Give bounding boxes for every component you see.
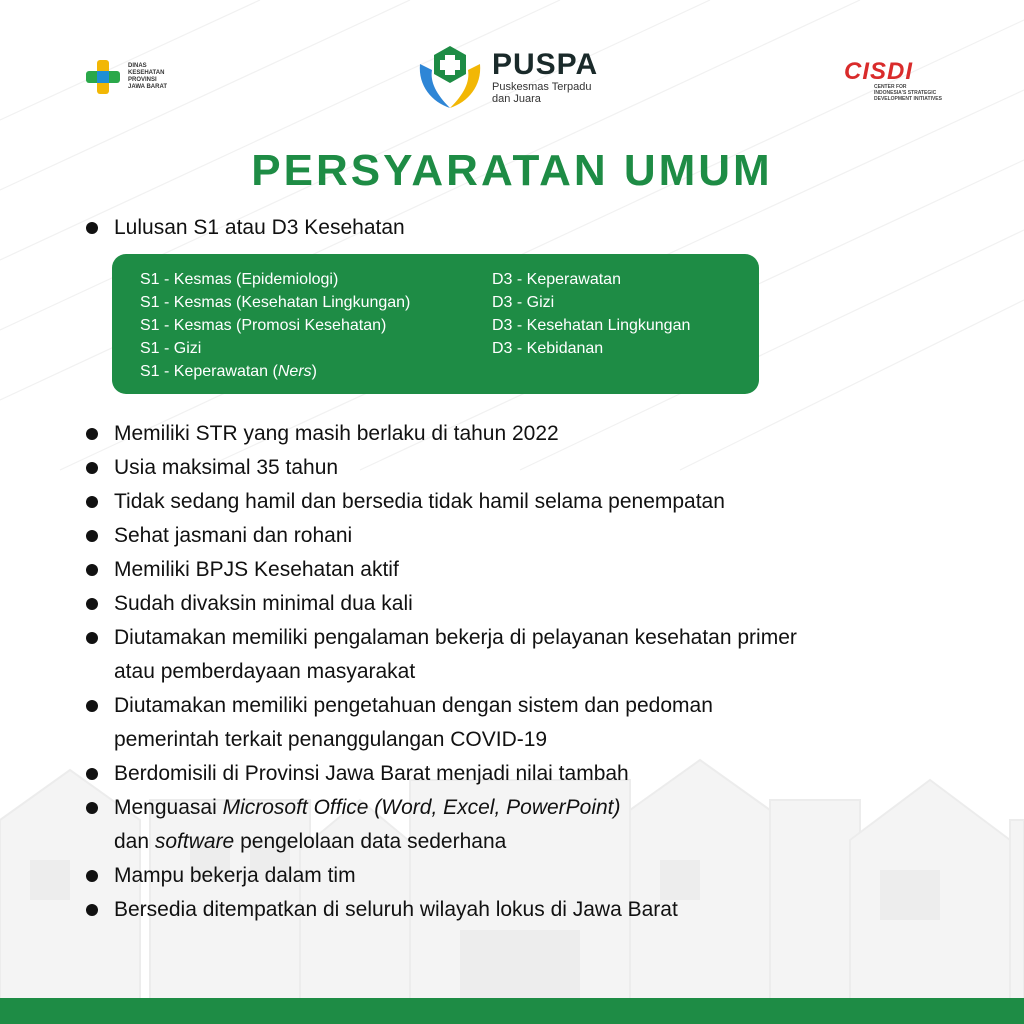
bullet <box>86 428 98 440</box>
program-item: D3 - Keperawatan <box>492 271 621 288</box>
s1-programs-list <box>140 268 410 383</box>
program-item: D3 - Gizi <box>492 294 555 311</box>
dinas-logo-text: DINAS KESEHATAN PROVINSI JAWA BARAT <box>128 63 167 90</box>
program-item: S1 - Gizi <box>140 340 202 357</box>
page-title: PERSYARATAN UMUM <box>251 146 773 195</box>
study-programs-box <box>112 254 759 394</box>
list-item-placement: Bersedia ditempatkan di seluruh wilayah lokus di Jawa Barat <box>86 893 678 927</box>
footer-bar <box>0 998 1024 1024</box>
program-item: S1 - Kesmas (Epidemiologi) <box>140 271 339 288</box>
dinas-cross-icon <box>84 58 122 96</box>
bullet <box>86 598 98 610</box>
list-item-experience: Diutamakan memiliki pengalaman bekerja di pelayanan kesehatan primer atau pemberdayaan masyarakat <box>86 621 797 689</box>
cisdi-name: CISDI <box>844 58 914 85</box>
list-item-bpjs: Memiliki BPJS Kesehatan aktif <box>86 553 399 587</box>
d3-programs-list <box>492 268 690 360</box>
bullet <box>86 870 98 882</box>
list-item-education: Lulusan S1 atau D3 Kesehatan <box>86 211 405 245</box>
list-item-pregnancy: Tidak sedang hamil dan bersedia tidak hamil selama penempatan <box>86 485 725 519</box>
bullet <box>86 462 98 474</box>
list-item-office: Menguasai Microsoft Office (Word, Excel, PowerPoint) dan software pengelolaan data sederhana <box>86 791 621 859</box>
puspa-tagline-2: dan Juara <box>492 93 541 105</box>
bullet <box>86 530 98 542</box>
bullet <box>86 700 98 712</box>
list-item-domicile: Berdomisili di Provinsi Jawa Barat menjadi nilai tambah <box>86 757 629 791</box>
dinas-kesehatan-logo <box>84 58 178 96</box>
cisdi-tagline: CENTER FOR INDONESIA'S STRATEGIC DEVELOPMENT INITIATIVES <box>874 84 942 102</box>
puspa-name: PUSPA <box>492 48 599 81</box>
program-item: S1 - Kesmas (Kesehatan Lingkungan) <box>140 294 411 311</box>
program-item: S1 - Keperawatan (Ners) <box>140 363 317 380</box>
bullet <box>86 632 98 644</box>
cisdi-logo <box>844 60 944 102</box>
bullet <box>86 496 98 508</box>
program-item: D3 - Kesehatan Lingkungan <box>492 317 691 334</box>
list-item-health: Sehat jasmani dan rohani <box>86 519 352 553</box>
bullet <box>86 222 98 234</box>
list-item-age: Usia maksimal 35 tahun <box>86 451 338 485</box>
bullet <box>86 802 98 814</box>
list-item-vaccine: Sudah divaksin minimal dua kali <box>86 587 413 621</box>
puspa-logo <box>414 42 598 112</box>
bullet <box>86 768 98 780</box>
list-item-str: Memiliki STR yang masih berlaku di tahun 2022 <box>86 417 559 451</box>
puspa-tagline-1: Puskesmas Terpadu <box>492 81 592 93</box>
list-item-team: Mampu bekerja dalam tim <box>86 859 356 893</box>
puspa-hands-icon <box>414 42 486 112</box>
list-item-knowledge: Diutamakan memiliki pengetahuan dengan sistem dan pedoman pemerintah terkait penanggulangan COVID-19 <box>86 689 713 757</box>
bullet <box>86 904 98 916</box>
program-item: S1 - Kesmas (Promosi Kesehatan) <box>140 317 387 334</box>
program-item: D3 - Kebidanan <box>492 340 604 357</box>
bullet <box>86 564 98 576</box>
